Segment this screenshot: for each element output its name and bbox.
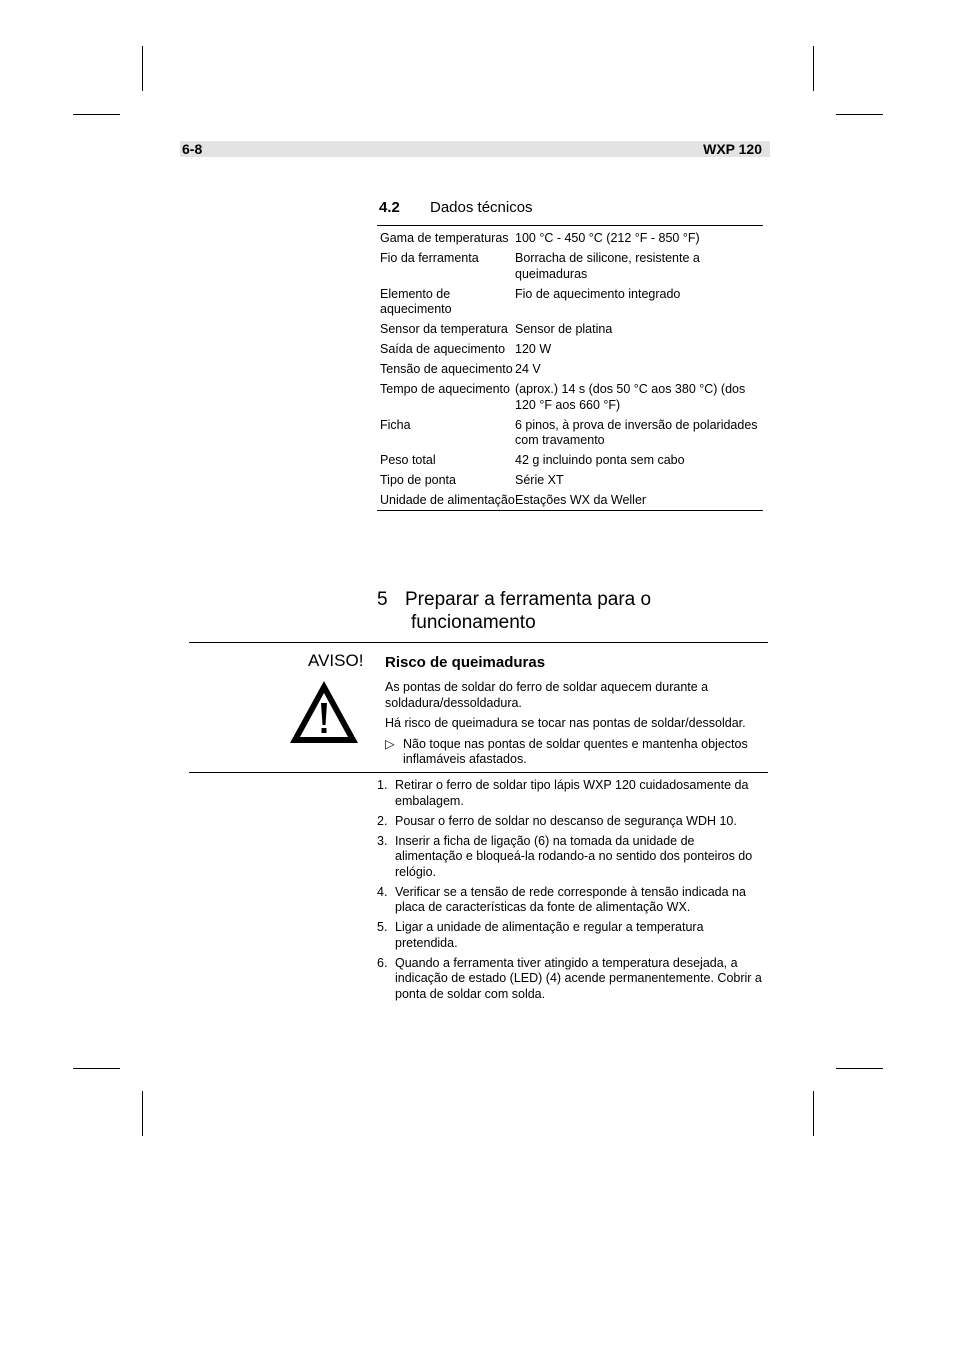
step-number: 4.	[377, 884, 388, 899]
step-text: Retirar o ferro de soldar tipo lápis WXP 120 cuidadosamente da embalagem.	[395, 778, 749, 808]
section-number: 5	[377, 589, 388, 610]
row-label: Saída de aquecimento	[380, 342, 506, 356]
row-value: 42 g incluindo ponta sem cabo	[515, 453, 685, 467]
crop-mark	[142, 46, 143, 91]
warning-triangle-icon	[288, 679, 360, 745]
step-number: 2.	[377, 813, 388, 828]
technical-data-table	[377, 225, 763, 511]
page-header	[180, 141, 770, 157]
row-value: Estações WX da Weller	[515, 493, 647, 507]
crop-mark	[73, 1068, 120, 1069]
row-label: Fio da ferramenta	[380, 251, 479, 265]
list-item	[377, 834, 765, 881]
product-name: WXP 120	[703, 141, 762, 157]
row-value: Série XT	[515, 473, 564, 487]
instruction-text: Não toque nas pontas de soldar quentes e mantenha objectos inflamáveis afastados.	[403, 736, 748, 766]
step-text: Inserir a ficha de ligação (6) na tomada da unidade de alimentação e bloqueá-la rodando-a no sentido dos ponteiros do relógio.	[395, 833, 753, 879]
table-row	[377, 493, 763, 509]
instruction-marker-icon: ▷	[385, 736, 395, 751]
warning-paragraph: Há risco de queimadura se tocar nas pontas de soldar/dessoldar.	[385, 716, 746, 730]
row-label: Gama de temperaturas	[380, 231, 509, 245]
step-text: Quando a ferramenta tiver atingido a temperatura desejada, a indicação de estado (LED) (4) acende permanentemente. Cobrir a ponta de soldar com solda.	[395, 955, 762, 1001]
step-number: 1.	[377, 778, 388, 792]
row-label: Unidade de alimentação	[380, 493, 515, 507]
table-row	[377, 231, 763, 247]
table-row	[377, 251, 763, 282]
warning-paragraph: As pontas de soldar do ferro de soldar aquecem durante a soldadura/dessoldadura.	[385, 680, 709, 710]
crop-mark	[73, 114, 120, 115]
row-value: 120 W	[515, 342, 552, 356]
row-value: (aprox.) 14 s (dos 50 °C aos 380 °C) (dos 120 °F aos 660 °F)	[515, 382, 746, 412]
row-value: Sensor de platina	[515, 322, 613, 336]
warning-body	[385, 680, 765, 768]
row-label: Tipo de ponta	[380, 473, 456, 487]
row-value: 100 °C - 450 °C (212 °F - 850 °F)	[515, 231, 700, 245]
step-number: 6.	[377, 955, 388, 970]
table-row	[377, 382, 763, 413]
step-number: 5.	[377, 920, 388, 934]
section-title-line1: Preparar a ferramenta para o	[405, 589, 652, 610]
table-row	[377, 322, 763, 338]
list-item	[377, 885, 765, 916]
section-number: 4.2	[379, 199, 400, 216]
procedure-steps	[377, 778, 765, 1007]
row-value: 24 V	[515, 362, 541, 376]
warning-bottom-rule	[189, 772, 768, 773]
warning-instruction	[385, 737, 765, 768]
row-label: Elemento de aquecimento	[380, 286, 452, 316]
table-row	[377, 418, 763, 449]
table-row	[377, 453, 763, 469]
row-label: Peso total	[380, 453, 436, 467]
crop-mark	[813, 1091, 814, 1136]
row-value: Borracha de silicone, resistente a queimaduras	[515, 251, 700, 281]
section-title: Dados técnicos	[430, 199, 533, 216]
warning-top-rule	[189, 642, 768, 643]
table-row	[377, 362, 763, 378]
row-label: Ficha	[380, 417, 411, 432]
table-row	[377, 473, 763, 489]
list-item	[377, 778, 765, 809]
row-value: 6 pinos, à prova de inversão de polaridades com travamento	[515, 417, 758, 447]
crop-mark	[836, 1068, 883, 1069]
warning-label: AVISO!	[308, 651, 364, 670]
row-label: Tempo de aquecimento	[380, 382, 510, 396]
section-heading-5	[377, 588, 651, 634]
row-value: Fio de aquecimento integrado	[515, 286, 681, 301]
row-label: Tensão de aquecimento	[380, 362, 513, 376]
crop-mark	[813, 46, 814, 91]
step-text: Ligar a unidade de alimentação e regular a temperatura pretendida.	[395, 920, 704, 950]
section-heading-4-2	[379, 199, 533, 217]
step-text: Pousar o ferro de soldar no descanso de segurança WDH 10.	[395, 813, 737, 828]
page-number: 6-8	[182, 141, 203, 157]
section-title-line2: funcionamento	[411, 612, 536, 633]
list-item	[377, 920, 765, 951]
list-item	[377, 814, 765, 830]
table-row	[377, 342, 763, 358]
crop-mark	[142, 1091, 143, 1136]
warning-title: Risco de queimaduras	[385, 654, 546, 671]
list-item	[377, 956, 765, 1003]
row-label: Sensor da temperatura	[380, 322, 508, 336]
crop-mark	[836, 114, 883, 115]
table-row	[377, 287, 763, 318]
step-text: Verificar se a tensão de rede corresponde à tensão indicada na placa de características da fonte de alimentação WX.	[395, 884, 746, 914]
step-number: 3.	[377, 833, 388, 848]
